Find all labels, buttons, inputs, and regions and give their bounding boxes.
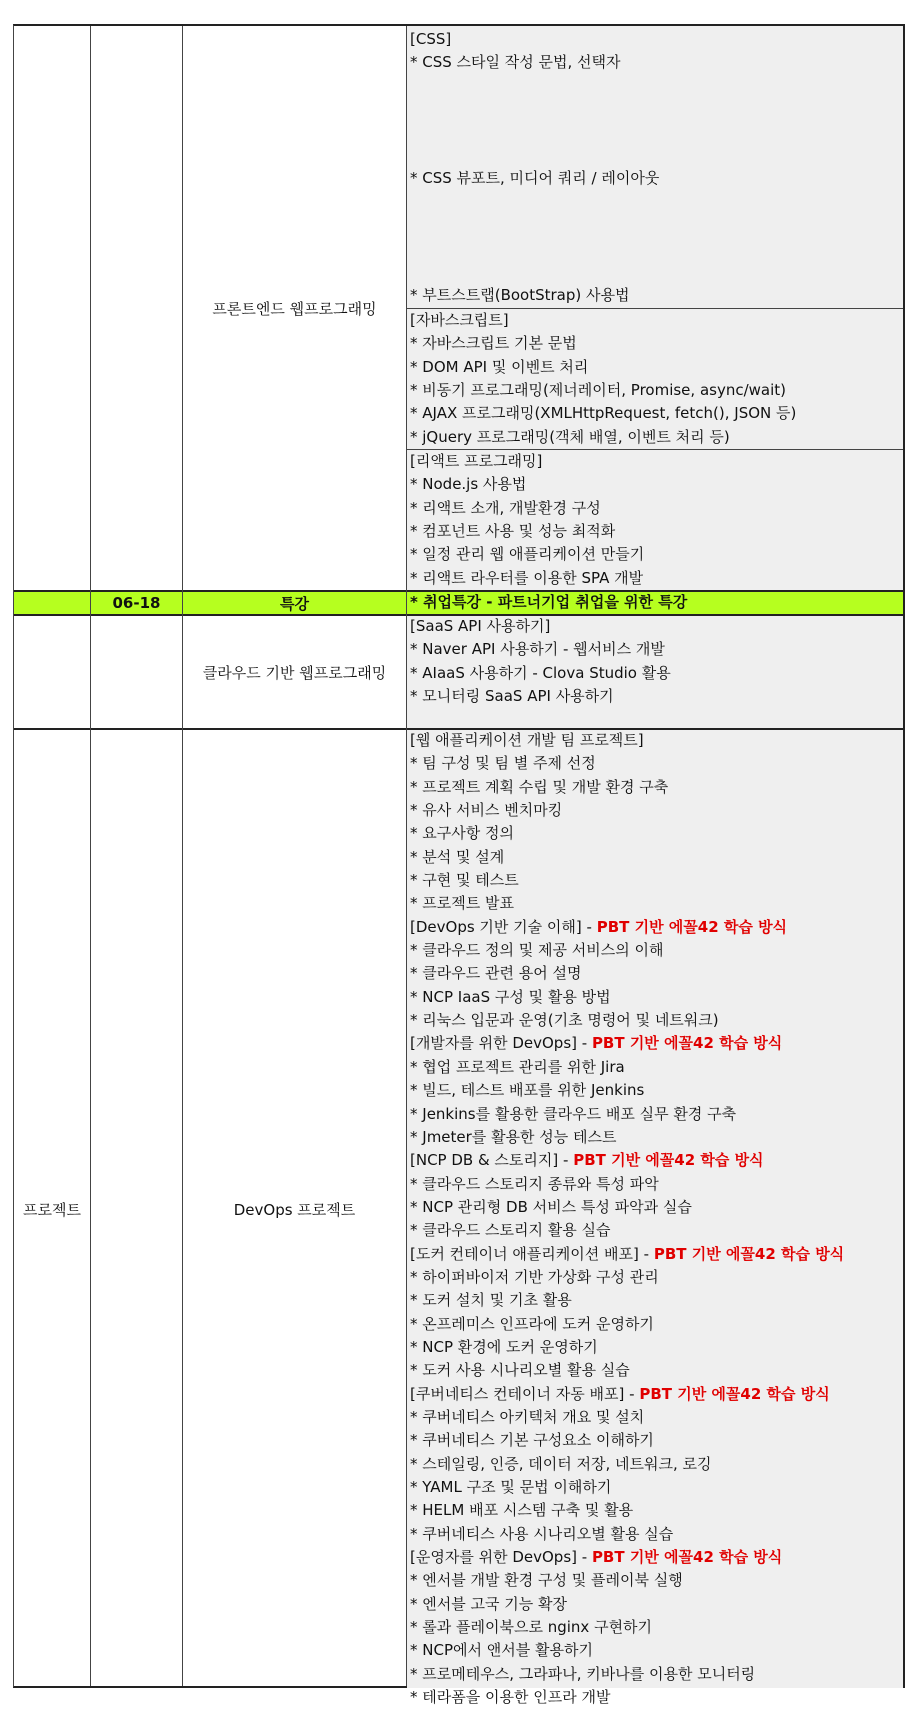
frontend-subject: 프론트엔드 웹프로그래밍: [212, 299, 377, 318]
project-line: [410, 1523, 899, 1546]
project-line: [410, 939, 899, 962]
project-line: [410, 1663, 899, 1686]
cloud-block: [410, 615, 899, 708]
project-line-text: [NCP DB & 스토리지] -: [410, 1151, 574, 1170]
project-line: [410, 986, 899, 1009]
project-line-text: * 쿠버네티스 아키텍처 개요 및 설치: [410, 1407, 645, 1426]
project-line-text: * 리눅스 입문과 운영(기초 명령어 및 네트워크): [410, 1011, 719, 1030]
project-line-text: * 클라우드 관련 용어 설명: [410, 964, 582, 983]
react-block: [410, 450, 899, 590]
react-line: * 리액트 소개, 개발환경 구성: [410, 498, 601, 517]
project-line-text: * 유사 서비스 벤치마킹: [410, 801, 563, 820]
js-line: * jQuery 프로그래밍(객체 배열, 이벤트 처리 등): [410, 427, 730, 446]
project-line-text: * 도커 설치 및 기초 활용: [410, 1291, 572, 1310]
project-section-heading: [410, 1383, 899, 1406]
project-section-heading: [410, 1546, 899, 1569]
project-line-text: * 클라우드 스토리지 종류와 특성 파악: [410, 1174, 659, 1193]
learning-method-label: PBT 기반 에꼴42 학습 방식: [591, 1034, 783, 1053]
project-section-heading: [410, 916, 899, 939]
cloud-line: * 모니터링 SaaS API 사용하기: [410, 687, 614, 706]
special-content-text: * 취업특강 - 파트너기업 취업을 위한 특강: [410, 593, 688, 611]
react-line: * 리액트 라우터를 이용한 SPA 개발: [410, 568, 644, 587]
project-line-text: * NCP에서 앤서블 활용하기: [410, 1641, 593, 1660]
css-item-viewport: * CSS 뷰포트, 미디어 쿼리 / 레이아웃: [410, 169, 660, 187]
project-line-text: * 롤과 플레이북으로 nginx 구현하기: [410, 1618, 653, 1637]
project-line-text: * 쿠버네티스 기본 구성요소 이해하기: [410, 1431, 654, 1450]
project-line: [410, 822, 899, 845]
project-line: [410, 1406, 899, 1429]
cloud-line: * Naver API 사용하기 - 웹서비스 개발: [410, 640, 665, 659]
react-line: [리액트 프로그래밍]: [410, 452, 543, 470]
css-heading: [CSS]: [410, 30, 452, 48]
project-section-heading: [410, 1032, 899, 1055]
project-line: [410, 962, 899, 985]
project-line: [410, 892, 899, 915]
project-line: [410, 1686, 899, 1709]
css-item-selectors: * CSS 스타일 작성 문법, 선택자: [410, 53, 621, 72]
project-line: [410, 1336, 899, 1359]
project-line: [410, 1593, 899, 1616]
project-section-heading: [410, 1149, 899, 1172]
project-line: [410, 1103, 899, 1126]
project-line-text: * 프로메테우스, 그라파나, 키바나를 이용한 모니터링: [410, 1664, 756, 1683]
project-line: [410, 1429, 899, 1452]
project-line-text: * HELM 배포 시스템 구축 및 활용: [410, 1501, 634, 1520]
project-line-text: * 도커 사용 시나리오별 활용 실습: [410, 1361, 630, 1380]
project-line-text: * 클라우드 스토리지 활용 실습: [410, 1221, 611, 1240]
learning-method-label: PBT 기반 에꼴42 학습 방식: [596, 917, 788, 936]
project-line-text: * 온프레미스 인프라에 도커 운영하기: [410, 1314, 654, 1333]
curriculum-table: [13, 24, 905, 1707]
special-subject: 특강: [280, 594, 309, 613]
project-line: [410, 1126, 899, 1149]
project-section-heading: [410, 1243, 899, 1266]
project-line: [410, 869, 899, 892]
project-line: [410, 1453, 899, 1476]
project-line: [410, 1009, 899, 1032]
project-line-text: * 쿠버네티스 사용 시나리오별 활용 실습: [410, 1524, 674, 1543]
project-line-text: * YAML 구조 및 문법 이해하기: [410, 1478, 612, 1496]
project-line-text: [개발자를 위한 DevOps] -: [410, 1034, 592, 1053]
react-line: * Node.js 사용법: [410, 475, 527, 494]
js-line: * DOM API 및 이벤트 처리: [410, 357, 589, 376]
project-line-text: * NCP 관리형 DB 서비스 특성 파악과 실습: [410, 1197, 692, 1216]
project-line-text: * 팀 구성 및 팀 별 주제 선정: [410, 754, 596, 773]
cloud-subject: 클라우드 기반 웹프로그래밍: [202, 663, 387, 682]
project-line: [410, 1219, 899, 1242]
project-line-text: * NCP 환경에 도커 운영하기: [410, 1337, 598, 1356]
project-line: [410, 1266, 899, 1289]
project-line: [410, 1476, 899, 1499]
project-line: [410, 1056, 899, 1079]
react-line: * 일정 관리 웹 애플리케이션 만들기: [410, 545, 645, 564]
project-line-text: * 스테일링, 인증, 데이터 저장, 네트워크, 로깅: [410, 1454, 712, 1473]
js-line: * 자바스크립트 기본 문법: [410, 334, 577, 353]
project-line: [410, 776, 899, 799]
css-block: [410, 28, 899, 75]
project-line: [410, 752, 899, 775]
project-line-text: * 요구사항 정의: [410, 824, 514, 843]
project-line: [410, 1173, 899, 1196]
learning-method-label: PBT 기반 에꼴42 학습 방식: [653, 1244, 845, 1263]
project-line: [410, 729, 899, 752]
project-line-text: * 빌드, 테스트 배포를 위한 Jenkins: [410, 1081, 645, 1100]
css-block-bootstrap: [410, 284, 899, 307]
project-line-text: * 프로젝트 발표: [410, 894, 514, 913]
column-divider-3: [406, 26, 407, 1686]
project-line: [410, 1499, 899, 1522]
project-line-text: * 엔서블 개발 환경 구성 및 플레이북 실행: [410, 1571, 683, 1590]
project-line-text: * 클라우드 정의 및 제공 서비스의 이해: [410, 941, 664, 960]
learning-method-label: PBT 기반 에꼴42 학습 방식: [573, 1151, 764, 1170]
project-line: [410, 1313, 899, 1336]
project-line: [410, 1079, 899, 1102]
project-category: 프로젝트: [23, 1200, 81, 1219]
js-block: [410, 309, 899, 449]
js-line: * AJAX 프로그래밍(XMLHttpRequest, fetch(), JSON 등): [410, 404, 797, 423]
project-line-text: [쿠버네티스 컨테이너 자동 배포] -: [410, 1384, 640, 1403]
column-divider-1: [90, 26, 91, 1686]
special-content: [410, 591, 899, 614]
project-line-text: [도커 컨테이너 애플리케이션 배포] -: [410, 1244, 654, 1263]
special-date: 06-18: [112, 594, 161, 612]
project-line: [410, 846, 899, 869]
project-line-text: * NCP IaaS 구성 및 활용 방법: [410, 987, 611, 1006]
project-line: [410, 1639, 899, 1662]
project-line-text: * 구현 및 테스트: [410, 871, 519, 890]
project-line: [410, 1196, 899, 1219]
project-subject: DevOps 프로젝트: [233, 1200, 356, 1219]
project-line: [410, 1359, 899, 1382]
cloud-line: * AIaaS 사용하기 - Clova Studio 활용: [410, 663, 671, 682]
js-line: * 비동기 프로그래밍(제너레이터, Promise, async/wait): [410, 381, 787, 400]
js-line: [자바스크립트]: [410, 311, 509, 329]
project-line-text: * 프로젝트 계획 수립 및 개발 환경 구축: [410, 777, 669, 796]
project-line: [410, 799, 899, 822]
project-block: [410, 729, 899, 1709]
project-line-text: [웹 애플리케이션 개발 팀 프로젝트]: [410, 731, 644, 749]
project-line-text: * 하이퍼바이저 기반 가상화 구성 관리: [410, 1267, 659, 1286]
learning-method-label: PBT 기반 에꼴42 학습 방식: [591, 1548, 783, 1567]
project-line-text: * 협업 프로젝트 관리를 위한 Jira: [410, 1057, 625, 1076]
react-line: * 컴포넌트 사용 및 성능 최적화: [410, 522, 616, 541]
css-block-viewport: [410, 167, 899, 190]
project-line-text: * 엔서블 고국 기능 확장: [410, 1594, 567, 1613]
project-line-text: * 테라폼을 이용한 인프라 개발: [410, 1688, 611, 1707]
css-item-bootstrap: * 부트스트랩(BootStrap) 사용법: [410, 286, 630, 304]
cloud-line: [SaaS API 사용하기]: [410, 617, 551, 635]
project-line-text: [DevOps 기반 기술 이해] -: [410, 917, 597, 936]
project-line: [410, 1616, 899, 1639]
project-line: [410, 1289, 899, 1312]
project-line-text: * Jmeter를 활용한 성능 테스트: [410, 1127, 617, 1146]
project-line-text: * Jenkins를 활용한 클라우드 배포 실무 환경 구축: [410, 1104, 737, 1123]
project-line-text: [운영자를 위한 DevOps] -: [410, 1548, 592, 1567]
project-line: [410, 1569, 899, 1592]
project-line-text: * 분석 및 설계: [410, 847, 505, 866]
learning-method-label: PBT 기반 에꼴42 학습 방식: [639, 1384, 830, 1403]
